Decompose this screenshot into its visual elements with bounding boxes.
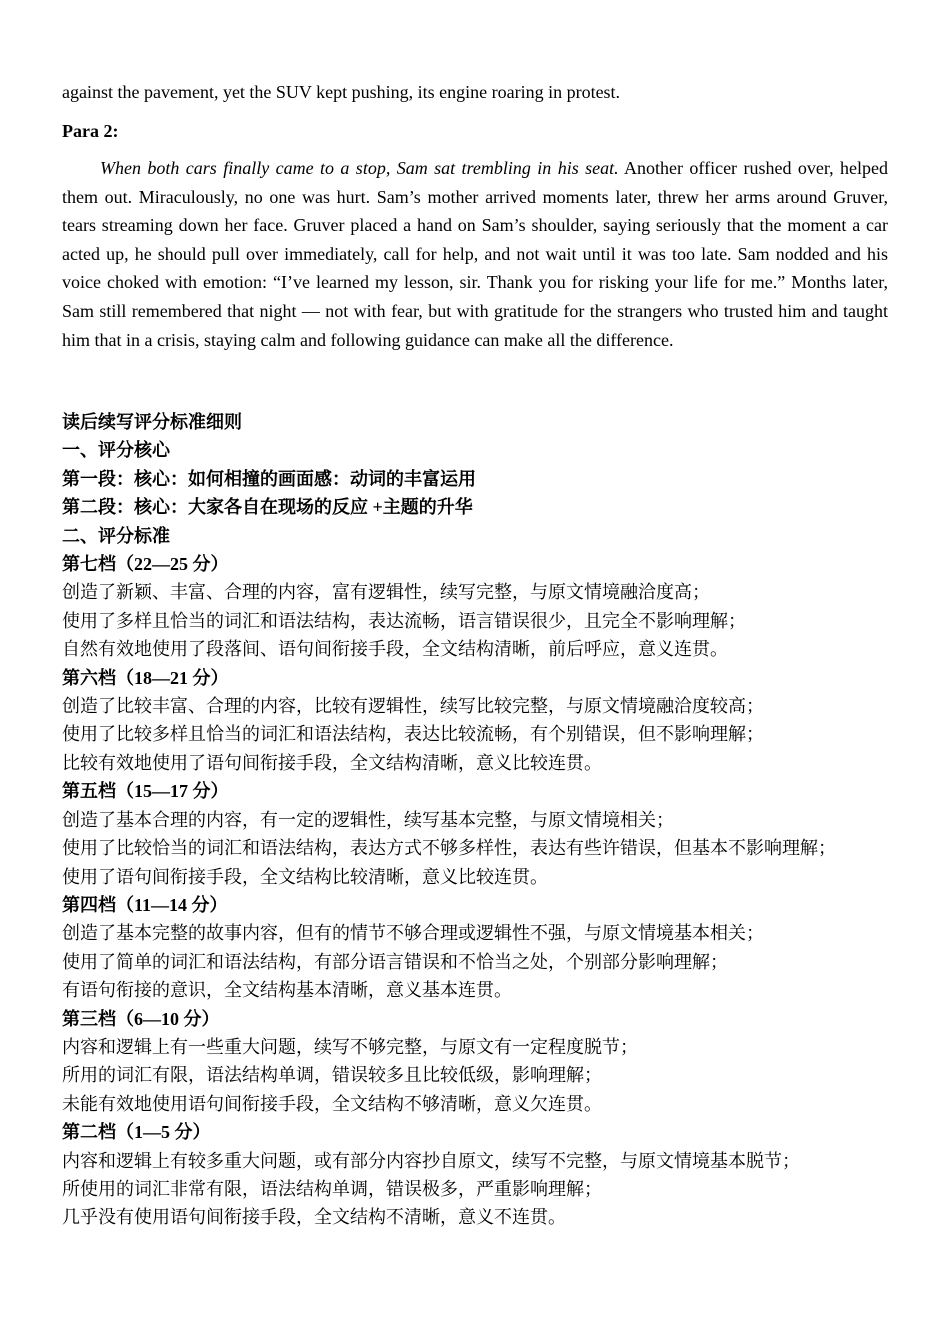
para2-label: Para 2: <box>62 121 119 141</box>
standards-heading: 二、评分标准 <box>62 525 170 546</box>
level-heading: 第四档（11—14 分） <box>62 894 228 915</box>
level-7 <box>62 550 888 664</box>
level-criterion: 使用了简单的词汇和语法结构，有部分语言错误和不恰当之处，个别部分影响理解； <box>62 951 728 972</box>
level-criterion: 使用了比较恰当的词汇和语法结构，表达方式不够多样性，表达有些许错误，但基本不影响理解； <box>62 838 836 859</box>
level-criterion: 内容和逻辑上有较多重大问题，或有部分内容抄自原文，续写不完整，与原文情境基本脱节； <box>62 1150 800 1171</box>
level-heading: 第五档（15—17 分） <box>62 781 229 802</box>
level-criterion: 创造了基本完整的故事内容，但有的情节不够合理或逻辑性不强，与原文情境基本相关； <box>62 923 764 944</box>
core-paragraph-1: 第一段：核心：如何相撞的画面感：动词的丰富运用 <box>62 468 476 489</box>
level-criterion: 未能有效地使用语句间衔接手段，全文结构不够清晰，意义欠连贯。 <box>62 1093 602 1114</box>
rubric-section <box>62 408 888 1232</box>
core-heading: 一、评分核心 <box>62 440 170 461</box>
level-criterion: 有语句衔接的意识，全文结构基本清晰，意义基本连贯。 <box>62 980 512 1001</box>
level-criterion: 创造了比较丰富、合理的内容，比较有逻辑性，续写比较完整，与原文情境融洽度较高； <box>62 696 764 717</box>
level-criterion: 使用了语句间衔接手段，全文结构比较清晰，意义比较连贯。 <box>62 866 548 887</box>
level-2 <box>62 1118 888 1232</box>
para2-text <box>62 154 888 354</box>
level-criterion: 使用了多样且恰当的词汇和语法结构，表达流畅，语言错误很少，且完全不影响理解； <box>62 610 746 631</box>
level-criterion: 使用了比较多样且恰当的词汇和语法结构，表达比较流畅，有个别错误，但不影响理解； <box>62 724 764 745</box>
para2-opening-sentence: When both cars finally came to a stop, Sam sat trembling in his seat. <box>100 158 619 178</box>
level-6 <box>62 664 888 778</box>
level-heading: 第二档（1—5 分） <box>62 1122 211 1143</box>
level-3 <box>62 1005 888 1119</box>
level-criterion: 内容和逻辑上有一些重大问题，续写不够完整，与原文有一定程度脱节； <box>62 1036 638 1057</box>
level-heading: 第六档（18—21 分） <box>62 667 229 688</box>
level-heading: 第七档（22—25 分） <box>62 554 229 575</box>
level-criterion: 所用的词汇有限，语法结构单调，错误较多且比较低级，影响理解； <box>62 1065 602 1086</box>
level-criterion: 所使用的词汇非常有限，语法结构单调，错误极多，严重影响理解； <box>62 1178 602 1199</box>
level-4 <box>62 891 888 1005</box>
level-5 <box>62 777 888 891</box>
rubric-title: 读后续写评分标准细则 <box>62 412 242 432</box>
level-criterion: 创造了新颖、丰富、合理的内容，富有逻辑性，续写完整，与原文情境融洽度高； <box>62 582 710 603</box>
level-criterion: 自然有效地使用了段落间、语句间衔接手段，全文结构清晰，前后呼应，意义连贯。 <box>62 639 728 660</box>
para2-body: Another officer rushed over, helped them out. Miraculously, no one was hurt. Sam’s mother arrived moments later, threw her arms around Gruver, tears streaming down her face. Gruver placed a hand on Sam’s shoulder, saying seriously that the moment a car acted up, he should pull over immediately, call for help, and not wait until it was too late. Sam nodded and his voice choked with emotion: “I’ve learned my lesson, sir. Thank you for risking your life for me.” Months later, Sam still remembered that night — not with fear, but with gratitude for the strangers who trusted him and taught him that in a crisis, staying calm and following guidance can make all the difference. <box>62 158 889 350</box>
level-criterion: 几乎没有使用语句间衔接手段，全文结构不清晰，意义不连贯。 <box>62 1207 566 1228</box>
previous-paragraph-ending: against the pavement, yet the SUV kept pushing, its engine roaring in protest. <box>62 82 621 102</box>
level-heading: 第三档（6—10 分） <box>62 1008 220 1029</box>
core-paragraph-2: 第二段：核心：大家各自在现场的反应 +主题的升华 <box>62 497 473 518</box>
level-criterion: 创造了基本合理的内容，有一定的逻辑性，续写基本完整，与原文情境相关； <box>62 809 674 830</box>
level-criterion: 比较有效地使用了语句间衔接手段，全文结构清晰，意义比较连贯。 <box>62 752 602 773</box>
